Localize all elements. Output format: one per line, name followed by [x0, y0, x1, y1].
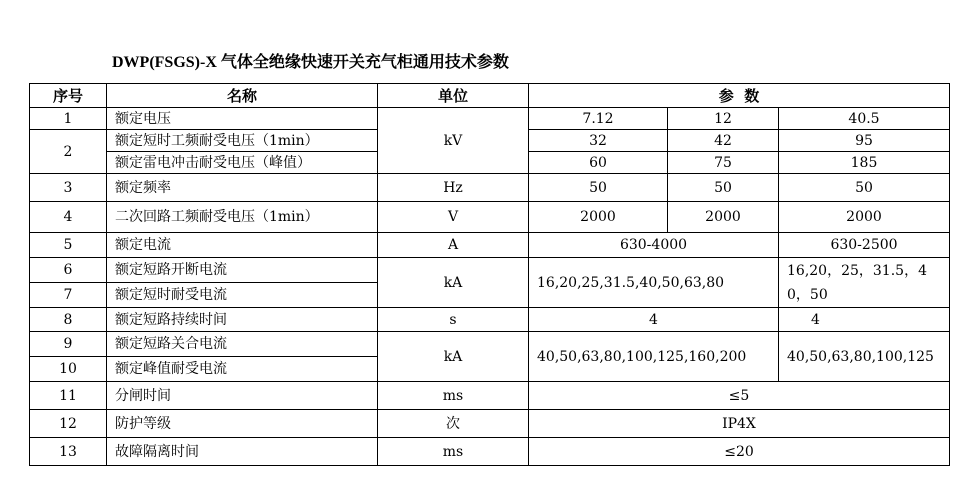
param-unit: 次	[378, 410, 529, 438]
param-value: 60	[529, 152, 668, 174]
param-value: 75	[668, 152, 779, 174]
param-value: ≤20	[529, 438, 950, 466]
param-unit: A	[378, 233, 529, 258]
param-value: 630-4000	[529, 233, 779, 258]
param-value: 40.5	[779, 108, 950, 130]
param-value: IP4X	[529, 410, 950, 438]
header-name: 名称	[107, 84, 378, 108]
param-value: 12	[668, 108, 779, 130]
row-no: 2	[30, 130, 107, 174]
table-row	[30, 174, 950, 202]
param-name: 额定频率	[107, 174, 378, 202]
param-unit: Hz	[378, 174, 529, 202]
param-unit: kV	[378, 108, 529, 174]
param-value: 50	[668, 174, 779, 202]
row-no: 11	[30, 382, 107, 410]
row-no: 4	[30, 202, 107, 233]
param-name: 故障隔离时间	[107, 438, 378, 466]
parameter-table	[29, 83, 950, 466]
param-value: 7.12	[529, 108, 668, 130]
row-no: 3	[30, 174, 107, 202]
param-value: 95	[779, 130, 950, 152]
param-value: 2000	[779, 202, 950, 233]
row-no: 1	[30, 108, 107, 130]
param-name: 分闸时间	[107, 382, 378, 410]
row-no: 12	[30, 410, 107, 438]
param-name: 额定短路持续时间	[107, 308, 378, 332]
param-name: 额定短路开断电流	[107, 258, 378, 283]
table-row	[30, 258, 950, 283]
param-value: 16,20,25,31.5,40,50,63,80	[529, 258, 779, 308]
param-name: 额定峰值耐受电流	[107, 357, 378, 382]
row-no: 9	[30, 332, 107, 357]
param-value: 2000	[668, 202, 779, 233]
param-unit: ms	[378, 438, 529, 466]
row-no: 8	[30, 308, 107, 332]
param-value: 50	[779, 174, 950, 202]
param-value: 42	[668, 130, 779, 152]
row-no: 6	[30, 258, 107, 283]
param-unit: V	[378, 202, 529, 233]
param-value: 32	[529, 130, 668, 152]
table-row	[30, 410, 950, 438]
row-no: 10	[30, 357, 107, 382]
param-value: 2000	[529, 202, 668, 233]
param-name: 额定雷电冲击耐受电压（峰值）	[107, 152, 378, 174]
param-value: 4	[529, 308, 779, 332]
param-name: 额定短时工频耐受电压（1min）	[107, 130, 378, 152]
header-no: 序号	[30, 84, 107, 108]
header-params: 参 数	[529, 84, 950, 108]
param-name: 额定电压	[107, 108, 378, 130]
row-no: 7	[30, 283, 107, 308]
table-row	[30, 438, 950, 466]
param-name: 防护等级	[107, 410, 378, 438]
param-value: 40,50,63,80,100,125,160,200	[529, 332, 779, 382]
param-value: 40,50,63,80,100,125	[779, 332, 950, 382]
table-row	[30, 233, 950, 258]
param-value: 185	[779, 152, 950, 174]
param-name: 额定短路关合电流	[107, 332, 378, 357]
param-unit: kA	[378, 332, 529, 382]
param-value: 50	[529, 174, 668, 202]
header-row	[30, 84, 950, 108]
page-title: DWP(FSGS)-X 气体全绝缘快速开关充气柜通用技术参数	[112, 54, 509, 71]
param-name: 额定短时耐受电流	[107, 283, 378, 308]
param-unit: ms	[378, 382, 529, 410]
table-row	[30, 382, 950, 410]
param-name: 二次回路工频耐受电压（1min）	[107, 202, 378, 233]
header-unit: 单位	[378, 84, 529, 108]
param-name: 额定电流	[107, 233, 378, 258]
table-row	[30, 202, 950, 233]
param-value: 4	[779, 308, 950, 332]
table-row	[30, 108, 950, 130]
param-value: 630-2500	[779, 233, 950, 258]
table-row	[30, 332, 950, 357]
param-value: 16,20，25，31.5，40，50	[779, 258, 950, 308]
table-row	[30, 308, 950, 332]
param-unit: s	[378, 308, 529, 332]
row-no: 13	[30, 438, 107, 466]
param-unit: kA	[378, 258, 529, 308]
param-value: ≤5	[529, 382, 950, 410]
row-no: 5	[30, 233, 107, 258]
